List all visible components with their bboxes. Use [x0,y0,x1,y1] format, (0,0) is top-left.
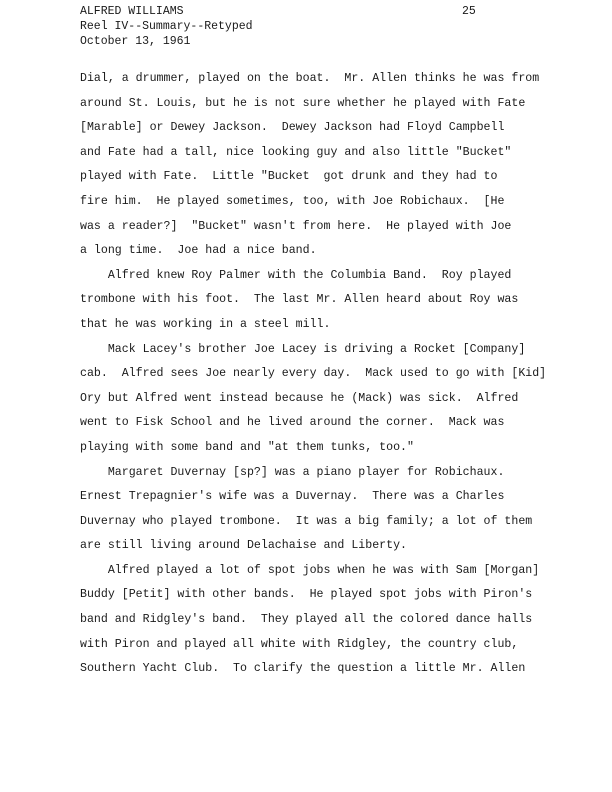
body-text [80,67,580,682]
text-line: Ory but Alfred went instead because he (Mack) was sick. Alfred [80,391,519,405]
text-line: Southern Yacht Club. To clarify the question a little Mr. Allen [80,662,526,676]
text-line: with Piron and played all white with Ridgley, the country club, [80,637,519,651]
page-number: 25 [462,5,476,18]
text-line: cab. Alfred sees Joe nearly every day. Mack used to go with [Kid] [80,367,547,381]
text-line: Buddy [Petit] with other bands. He played spot jobs with Piron's [80,588,533,602]
header-date: October 13, 1961 [80,35,191,48]
text-line: trombone with his foot. The last Mr. Allen heard about Roy was [80,293,519,307]
text-line: Dial, a drummer, played on the boat. Mr. Allen thinks he was from [80,72,540,85]
text-line: playing with some band and "at them tunks, too." [80,440,414,454]
text-line: Mack Lacey's brother Joe Lacey is driving a Rocket [Company] [80,342,526,356]
header-name: ALFRED WILLIAMS [80,5,184,18]
text-line: went to Fisk School and he lived around the corner. Mack was [80,416,505,430]
page-header [80,4,253,49]
text-line: Margaret Duvernay [sp?] was a piano player for Robichaux. [80,465,505,479]
text-line: and Fate had a tall, nice looking guy and also little "Bucket" [80,145,512,159]
text-line: [Marable] or Dewey Jackson. Dewey Jackson had Floyd Campbell [80,121,505,135]
text-line: a long time. Joe had a nice band. [80,244,317,258]
header-reel: Reel IV--Summary--Retyped [80,20,253,33]
text-line: band and Ridgley's band. They played all the colored dance halls [80,613,533,627]
text-line: are still living around Delachaise and Liberty. [80,539,407,553]
text-line: Duvernay who played trombone. It was a big family; a lot of them [80,514,533,528]
text-line: was a reader?] "Bucket" wasn't from here. He played with Joe [80,219,512,233]
text-line: around St. Louis, but he is not sure whether he played with Fate [80,96,526,110]
text-line: fire him. He played sometimes, too, with Joe Robichaux. [He [80,194,505,208]
text-line: played with Fate. Little "Bucket got drunk and they had to [80,170,498,184]
text-line: Alfred played a lot of spot jobs when he was with Sam [Morgan] [80,563,540,577]
text-line: Alfred knew Roy Palmer with the Columbia Band. Roy played [80,268,512,282]
text-line: that he was working in a steel mill. [80,317,331,331]
text-line: Ernest Trepagnier's wife was a Duvernay. There was a Charles [80,490,505,504]
